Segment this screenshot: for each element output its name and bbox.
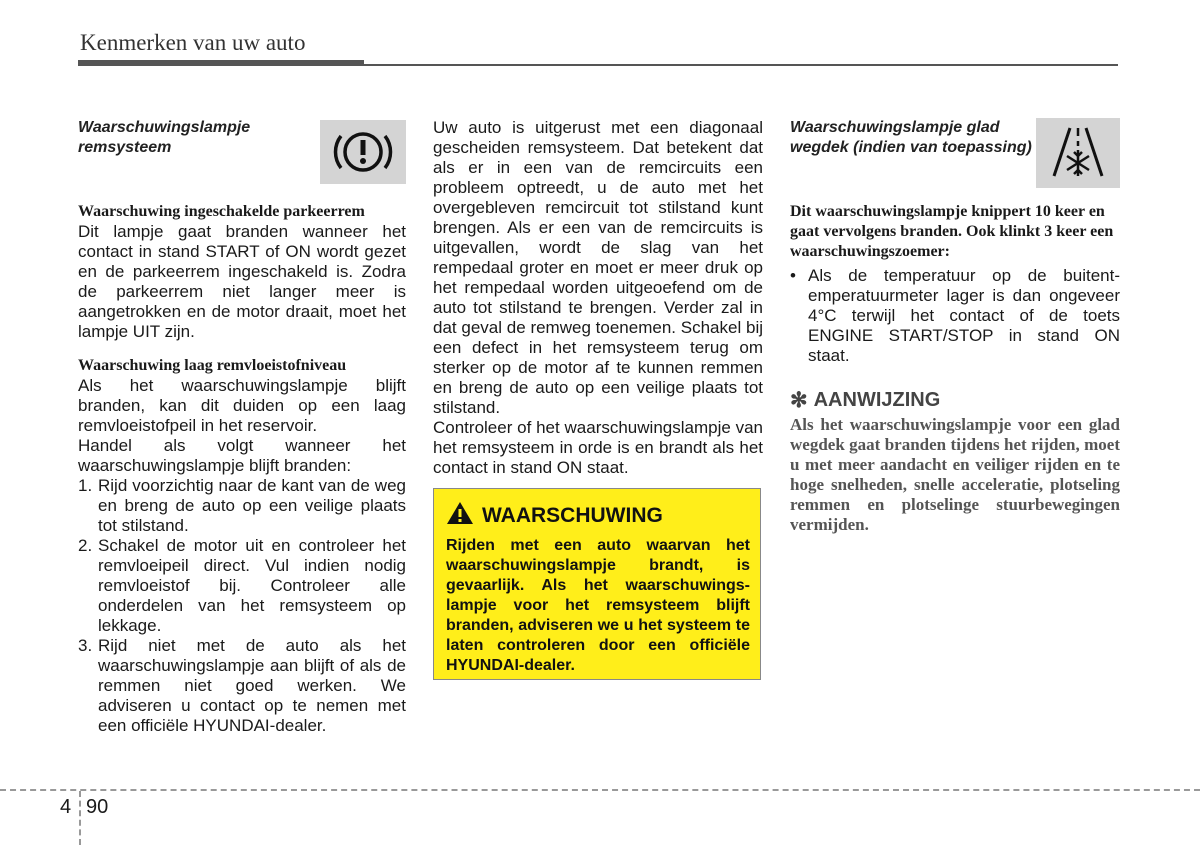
header-rule-thick (78, 60, 364, 66)
column-icy-road (790, 118, 1120, 535)
parking-brake-heading: Waarschuwing ingeschakelde parkeerrem (78, 203, 365, 220)
brake-fluid-steps (78, 476, 406, 736)
bullet-icon: • (790, 266, 796, 285)
note-star-icon: ✻ (790, 389, 808, 412)
warning-title: WAARSCHUWING (482, 503, 663, 527)
step-number: 3. (78, 636, 93, 655)
brake-system-paragraph: Uw auto is uitgerust met een diagonaal gescheiden remsysteem. Dat betekent dat als er in een van de remcircuits een probleem optreedt, u de auto met het overgebleven remcircuit tot stilstand kunt brengen. Als er een van de remcircuits is uitgevallen, wordt de slag van het rempedaal groter en moet er meer druk op het rempedaal worden uitgeoefend om de auto tot stilstand te brengen. Verder zal in dat geval de remweg toenemen. Schakel bij een defect in het remsysteem terug om sterker op de motor af te kunnen remmen en breng de auto op een veilige plaats tot stilstand. (433, 118, 763, 417)
warning-header (434, 489, 760, 530)
indicator-title: Waarschuwingslampje remsysteem (78, 119, 251, 156)
list-item (790, 266, 1120, 366)
footer-vertical-divider (79, 791, 81, 845)
warning-triangle-icon (446, 501, 474, 530)
blink-heading: Dit waarschuwingslampje knippert 10 keer en gaat vervolgens branden. Ook klinkt 3 keer een waarschuwingszoemer: (790, 203, 1114, 260)
step-number: 1. (78, 476, 93, 495)
list-item (78, 476, 406, 536)
indicator-header (790, 118, 1120, 202)
step-text: Rijd niet met de auto als het waarschuwingslampje aan blijft of als de remmen niet goed werken. We adviseren u contact op te nemen met een officiële HYUNDAI-dealer. (98, 636, 406, 735)
indicator-header (78, 118, 406, 202)
note-title: AANWIJZING (813, 389, 941, 411)
brake-warning-icon (320, 120, 406, 184)
page-header-title: Kenmerken van uw auto (80, 30, 306, 55)
brake-check-paragraph: Controleer of het waarschuwingslampje van het remsysteem in orde is en brandt als het contact in stand ON staat. (433, 418, 763, 477)
warning-box (433, 488, 761, 680)
header-rule-thin (364, 64, 1118, 66)
footer-divider (0, 789, 1200, 791)
brake-fluid-text: Als het waarschuwingslampje blijft branden, kan dit duiden op een laag remvloeistofpeil in het reservoir. (78, 376, 406, 435)
step-number: 2. (78, 536, 93, 555)
list-item (78, 536, 406, 636)
condition-list (790, 266, 1120, 366)
brake-fluid-instruction: Handel als volgt wanneer het waarschuwingslampje blijft branden: (78, 436, 406, 475)
page-number: 90 (86, 796, 109, 818)
icy-road-warning-icon (1036, 118, 1120, 188)
parking-brake-text: Dit lampje gaat branden wanneer het contact in stand START of ON wordt gezet en de parkeerrem ingeschakeld is. Zodra de parkeerrem niet langer meer is aangetrokken en de motor draait, moet het lampje UIT zijn. (78, 222, 406, 341)
brake-fluid-heading: Waarschuwing laag remvloeistofniveau (78, 357, 347, 374)
list-item (78, 636, 406, 736)
step-text: Schakel de motor uit en controleer het remvloeipeil direct. Vul indien nodig remvloeistof bij. Controleer alle onderdelen van het remsysteem op lekkage. (98, 536, 406, 635)
chapter-number: 4 (60, 796, 72, 818)
indicator-title: Waarschuwingslampje glad wegdek (indien van toepassing) (790, 119, 1032, 156)
column-brake-system (433, 118, 763, 478)
note-text: Als het waarschuwingslampje voor een glad wegdek gaat branden tijdens het rijden, moet u met meer aandacht en veiliger rijden en te hoge snelheden, snelle acceleratie, plotseling remmen en plotselinge stuurbewegingen vermijden. (790, 415, 1120, 534)
condition-text: Als de temperatuur op de buitent-emperatuurmeter lager is dan ongeveer 4°C terwijl het contact of de toets ENGINE START/STOP in stand ON staat. (808, 266, 1120, 365)
note-header (790, 388, 1120, 413)
column-brake-warning (78, 118, 406, 736)
step-text: Rijd voorzichtig naar de kant van de weg en breng de auto op een veilige plaats tot stilstand. (98, 476, 406, 535)
warning-text: Rijden met een auto waarvan het waarschuwingslampje brandt, is gevaarlijk. Als het waarschuwings-lampje voor het remsysteem blijft branden, adviseren we u het systeem te laten controleren door een officiële HYUNDAI-dealer. (446, 537, 750, 674)
